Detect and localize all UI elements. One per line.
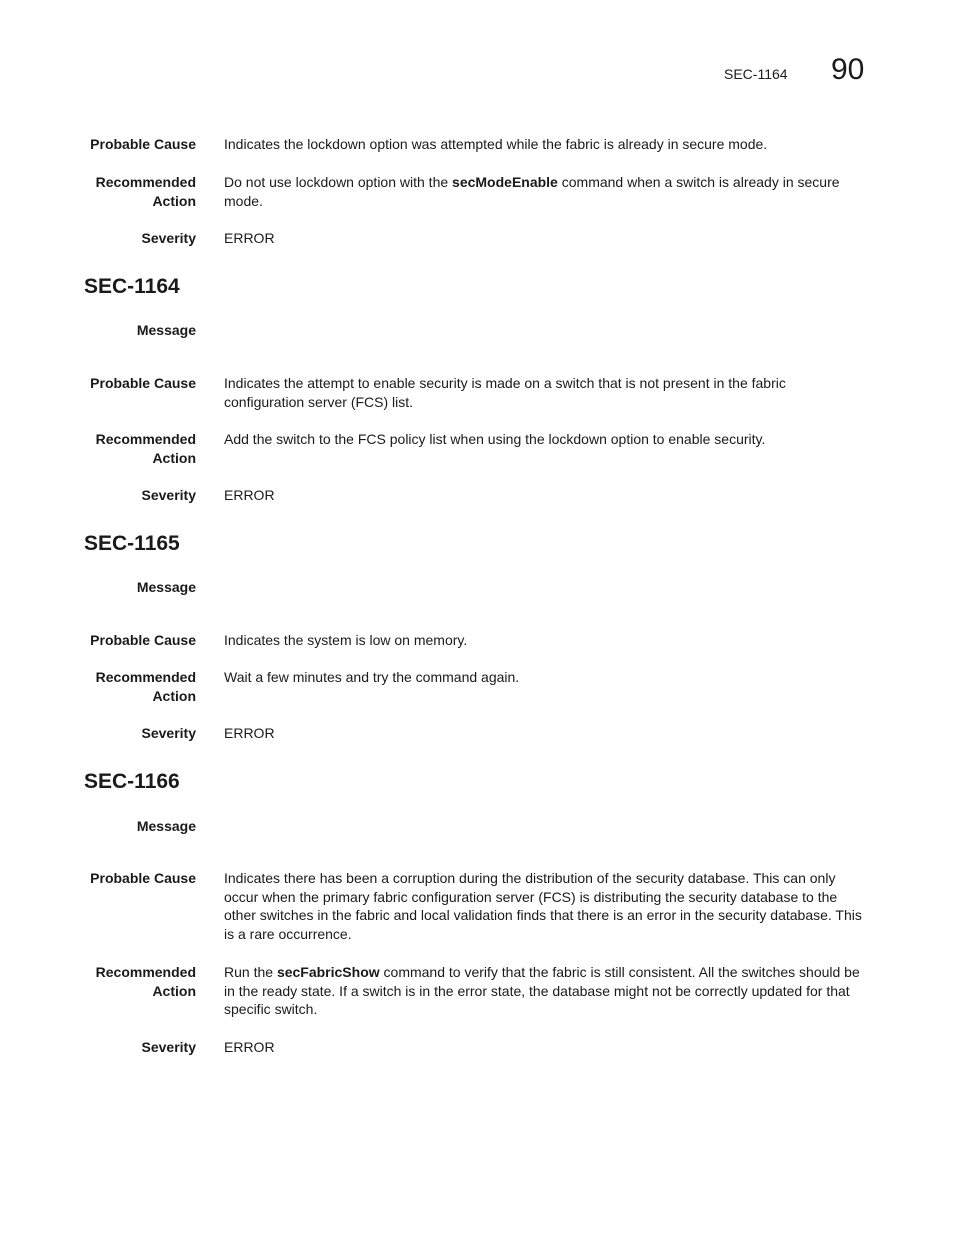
running-header-code: SEC-1164 [724, 66, 788, 82]
probable-cause-label: Probable Cause [90, 136, 196, 152]
chapter-number: 90 [831, 53, 865, 86]
recommended-action-text: Wait a few minutes and try the command again. [224, 669, 520, 685]
recommended-action-label: Recommended Action [95, 431, 196, 466]
recommended-action-label: Recommended Action [95, 174, 196, 209]
probable-cause-label: Probable Cause [90, 375, 196, 391]
recommended-action-text: Do not use lockdown option with the secModeEnable command when a switch is already in secure mode. [224, 174, 840, 209]
probable-cause-text: Indicates the system is low on memory. [224, 632, 468, 648]
section-title: SEC-1164 [84, 275, 180, 298]
severity-value: ERROR [224, 230, 275, 246]
message-label: Message [136, 818, 196, 834]
recommended-action-text: Add the switch to the FCS policy list when using the lockdown option to enable security. [224, 431, 766, 447]
severity-label: Severity [141, 1039, 196, 1055]
message-label: Message [136, 579, 196, 595]
probable-cause-text: Indicates the attempt to enable security is made on a switch that is not present in the fabric configuration server (FCS) list. [224, 375, 786, 410]
command-name: secFabricShow [276, 964, 380, 980]
section-title: SEC-1165 [84, 532, 180, 555]
probable-cause-label: Probable Cause [90, 632, 196, 648]
severity-label: Severity [141, 230, 196, 246]
probable-cause-text: Indicates the lockdown option was attempted while the fabric is already in secure mode. [224, 136, 768, 152]
probable-cause-label: Probable Cause [90, 870, 196, 886]
severity-label: Severity [141, 487, 196, 503]
probable-cause-text: Indicates there has been a corruption during the distribution of the security database. This can only occur when the primary fabric configuration server (FCS) is distributing the security database to the other switches in the fabric and local validation finds that there is an error in the security database. This is a rare occurrence. [224, 870, 862, 942]
severity-value: ERROR [224, 487, 275, 503]
recommended-action-label: Recommended Action [95, 669, 196, 704]
message-label: Message [136, 322, 196, 338]
recommended-action-label: Recommended Action [95, 964, 196, 999]
severity-value: ERROR [224, 725, 275, 741]
recommended-action-text: Run the secFabricShow command to verify that the fabric is still consistent. All the switches should be in the ready state. If a switch is in the error state, the database might not be correctly updated for that specific switch. [224, 964, 860, 1018]
section-title: SEC-1166 [84, 770, 180, 793]
severity-label: Severity [141, 725, 196, 741]
severity-value: ERROR [224, 1039, 275, 1055]
command-name: secModeEnable [452, 174, 558, 190]
